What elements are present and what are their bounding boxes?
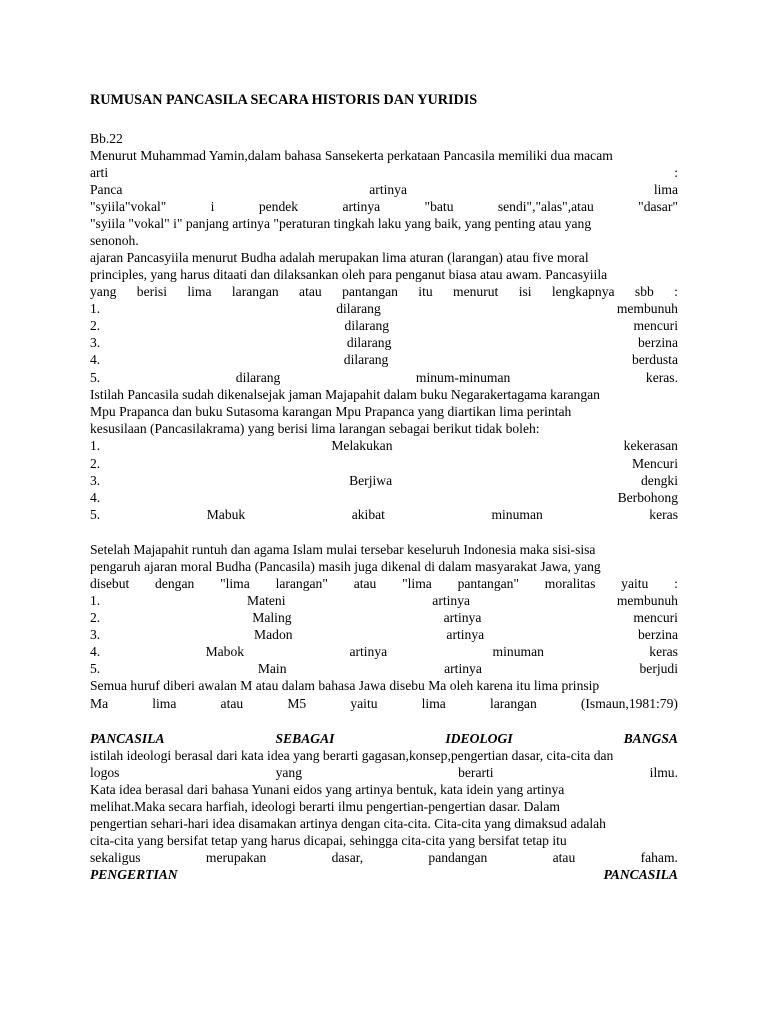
section-heading: PANCASILA SEBAGAI IDEOLOGI BANGSA xyxy=(90,731,678,746)
list-item: 2. Maling artinya mencuri xyxy=(90,610,678,625)
text-line: Menurut Muhammad Yamin,dalam bahasa Sansekerta perkataan Pancasila memiliki dua macam xyxy=(90,148,613,163)
list-item: 4. dilarang berdusta xyxy=(90,352,678,367)
text-line: istilah ideologi berasal dari kata idea yang berarti gagasan,konsep,pengertian dasar, cita-cita dan xyxy=(90,748,614,763)
text-line: melihat.Maka secara harfiah, ideologi berarti ilmu pengertian-pengertian dasar. Dalam xyxy=(90,799,560,814)
text-line: logos yang berarti ilmu. xyxy=(90,765,678,780)
text-line: principles, yang harus ditaati dan dilaksankan oleh para penganut biasa atau awam. Pancasyiila xyxy=(90,267,608,282)
text-line: cita-cita yang bersifat tetap yang harus dicapai, sehingga cita-cita yang bersifat tetap itu xyxy=(90,833,567,848)
list-item: 1. Melakukan kekerasan xyxy=(90,438,678,453)
text-line: disebut dengan "lima larangan" atau "lima pantangan" moralitas yaitu : xyxy=(90,576,678,591)
list-item: 3. Madon artinya berzina xyxy=(90,627,678,642)
list-item: 3. Berjiwa dengki xyxy=(90,473,678,488)
text-line: Istilah Pancasila sudah dikenalsejak jaman Majapahit dalam buku Negarakertagama karangan xyxy=(90,387,600,402)
text-line: kesusilaan (Pancasilakrama) yang berisi lima larangan sebagai berikut tidak boleh: xyxy=(90,421,540,436)
document-title: RUMUSAN PANCASILA SECARA HISTORIS DAN YURIDIS xyxy=(90,92,478,108)
text-line: senonoh. xyxy=(90,233,139,248)
list-item: 2. dilarang mencuri xyxy=(90,318,678,333)
text-line: Ma lima atau M5 yaitu lima larangan (Ismaun,1981:79) xyxy=(90,696,678,711)
text-line: arti : xyxy=(90,165,678,180)
text-line: Semua huruf diberi awalan M atau dalam bahasa Jawa disebu Ma oleh karena itu lima prinsip xyxy=(90,678,600,693)
text-line: sekaligus merupakan dasar, pandangan atau faham. xyxy=(90,850,678,865)
list-item: 5. Mabuk akibat minuman keras xyxy=(90,507,678,522)
list-item: 4. Berbohong xyxy=(90,490,678,505)
text-line: Panca artinya lima xyxy=(90,182,678,197)
text-line: Setelah Majapahit runtuh dan agama Islam mulai tersebar keseluruh Indonesia maka sisi-sisa xyxy=(90,542,596,557)
list-item: 4. Mabok artinya minuman keras xyxy=(90,644,678,659)
text-line: pengertian sehari-hari idea disamakan artinya dengan cita-cita. Cita-cita yang dimaksud adalah xyxy=(90,816,606,831)
list-item: 1. Mateni artinya membunuh xyxy=(90,593,678,608)
text-line: Mpu Prapanca dan buku Sutasoma karangan Mpu Prapanca yang diartikan lima perintah xyxy=(90,404,572,419)
list-item: 5. Main artinya berjudi xyxy=(90,661,678,676)
list-item: 3. dilarang berzina xyxy=(90,335,678,350)
text-line: "syiila"vokal" i pendek artinya "batu sendi","alas",atau "dasar" xyxy=(90,199,678,214)
list-item: 5. dilarang minum-minuman keras. xyxy=(90,370,678,385)
list-item: 1. dilarang membunuh xyxy=(90,301,678,316)
list-item: 2. Mencuri xyxy=(90,456,678,471)
text-line: yang berisi lima larangan atau pantangan itu menurut isi lengkapnya sbb : xyxy=(90,284,678,299)
text-line: ajaran Pancasyiila menurut Budha adalah merupakan lima aturan (larangan) atau five moral xyxy=(90,250,589,265)
text-line: pengaruh ajaran moral Budha (Pancasila) masih juga dikenal di dalam masyarakat Jawa, yang xyxy=(90,559,601,574)
section-heading: PENGERTIAN PANCASILA xyxy=(90,867,678,882)
text-line: Kata idea berasal dari bahasa Yunani eidos yang artinya bentuk, kata idein yang artinya xyxy=(90,782,565,797)
document-code: Bb.22 xyxy=(90,131,123,146)
text-line: "syiila "vokal" i" panjang artinya "peraturan tingkah laku yang baik, yang penting atau yang xyxy=(90,216,592,231)
